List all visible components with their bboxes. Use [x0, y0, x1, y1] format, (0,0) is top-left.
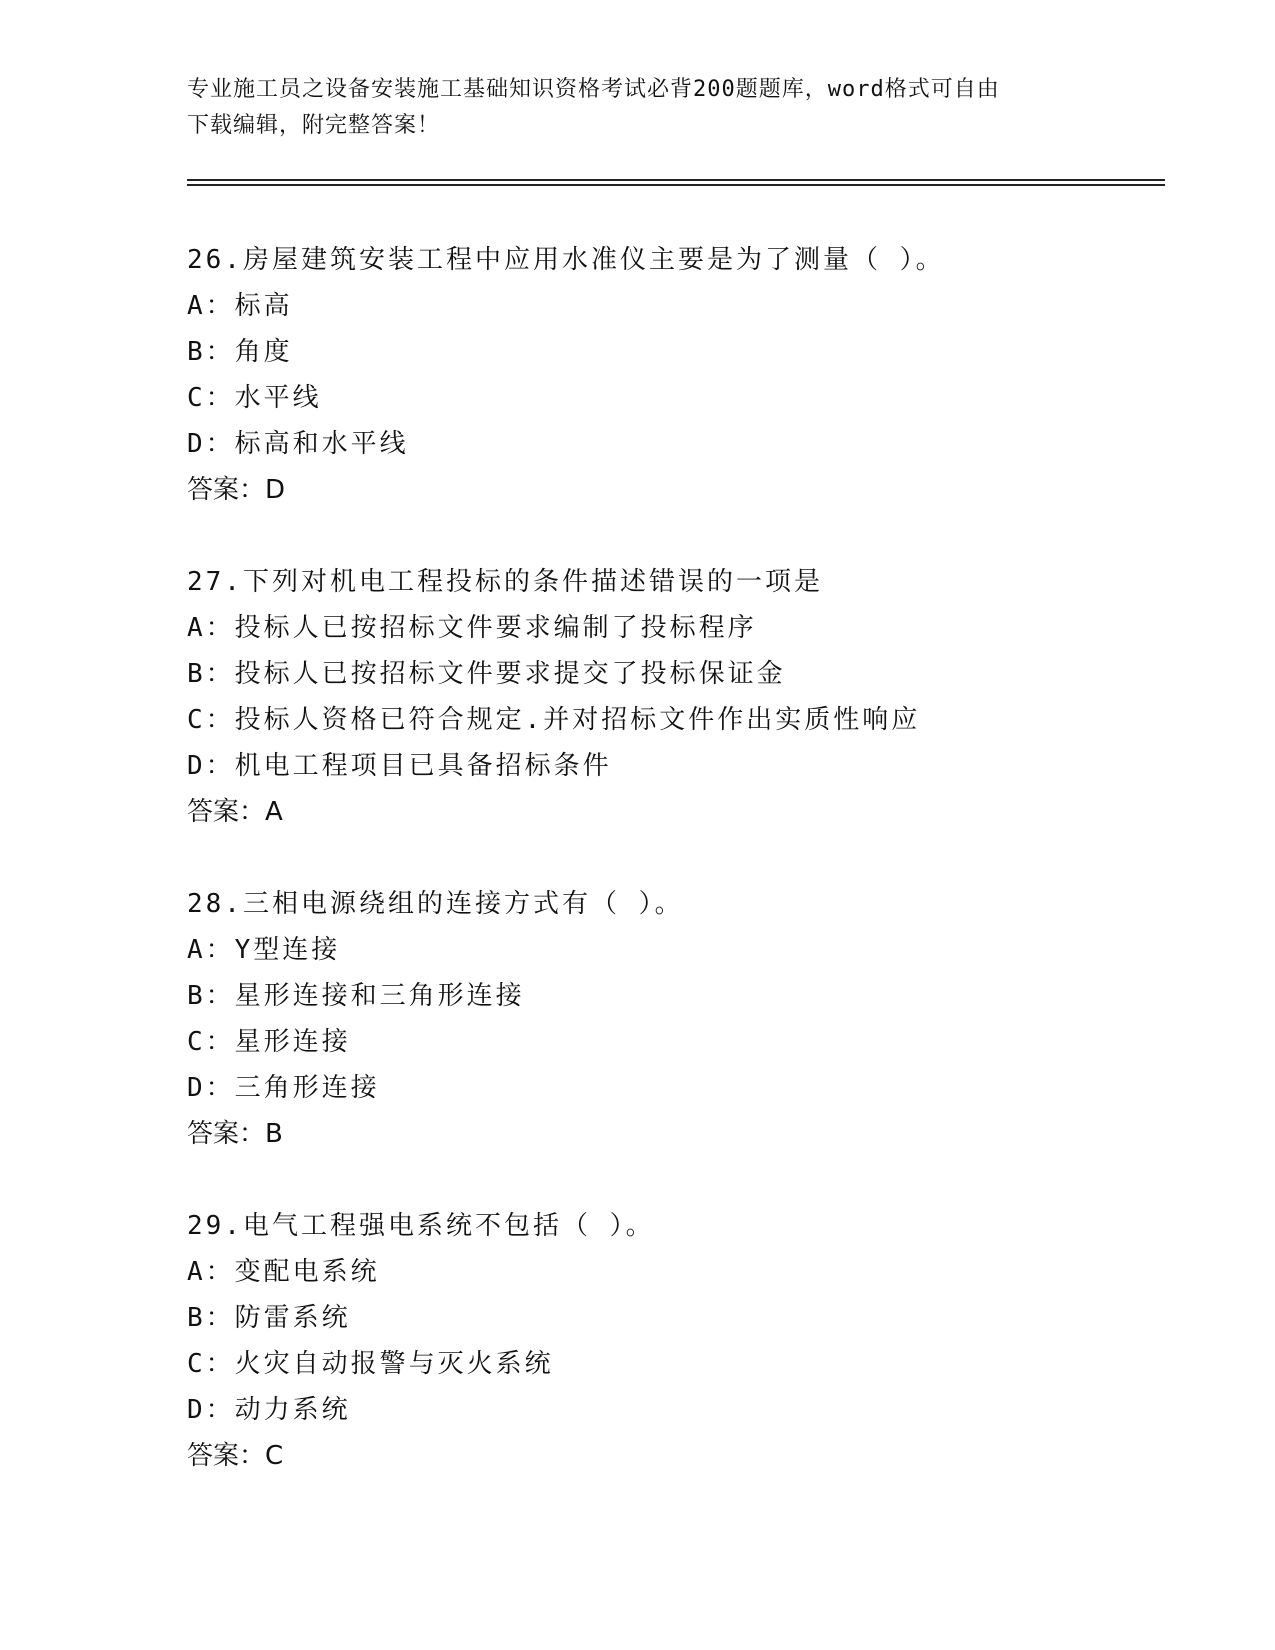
option-a: A：变配电系统 [187, 1257, 380, 1287]
answer-line: 答案：D [187, 475, 286, 505]
question-block [187, 237, 1187, 513]
option-b: B：防雷系统 [187, 1303, 351, 1333]
option-c: C：投标人资格已符合规定.并对招标文件作出实质性响应 [187, 705, 921, 735]
option-a: A：Y型连接 [187, 935, 341, 965]
option-a: A：标高 [187, 291, 293, 321]
document-header [187, 72, 1087, 144]
header-title-line-1: 专业施工员之设备安装施工基础知识资格考试必背200题题库，word格式可自由 [187, 77, 1000, 102]
option-c: C：火灾自动报警与灭火系统 [187, 1349, 554, 1379]
header-divider-top [187, 179, 1165, 181]
answer-line: 答案：C [187, 1441, 284, 1471]
question-stem: 27.下列对机电工程投标的条件描述错误的一项是 [187, 567, 823, 597]
header-divider-bottom [187, 184, 1165, 186]
option-a: A：投标人已按招标文件要求编制了投标程序 [187, 613, 757, 643]
option-c: C：星形连接 [187, 1027, 351, 1057]
question-stem: 28.三相电源绕组的连接方式有（ ）。 [187, 889, 684, 919]
option-d: D：动力系统 [187, 1395, 351, 1425]
option-b: B：角度 [187, 337, 293, 367]
answer-line: 答案：B [187, 1119, 283, 1149]
option-c: C：水平线 [187, 383, 322, 413]
option-b: B：投标人已按招标文件要求提交了投标保证金 [187, 659, 786, 689]
question-stem: 29.电气工程强电系统不包括（ ）。 [187, 1211, 655, 1241]
question-block [187, 559, 1187, 835]
answer-line: 答案：A [187, 797, 283, 827]
option-d: D：三角形连接 [187, 1073, 380, 1103]
question-block [187, 881, 1187, 1157]
question-block [187, 1203, 1187, 1479]
option-b: B：星形连接和三角形连接 [187, 981, 525, 1011]
option-d: D：标高和水平线 [187, 429, 409, 459]
option-d: D：机电工程项目已具备招标条件 [187, 751, 612, 781]
header-title-line-2: 下载编辑，附完整答案！ [187, 113, 441, 138]
question-stem: 26.房屋建筑安装工程中应用水准仪主要是为了测量（ ）。 [187, 245, 945, 275]
